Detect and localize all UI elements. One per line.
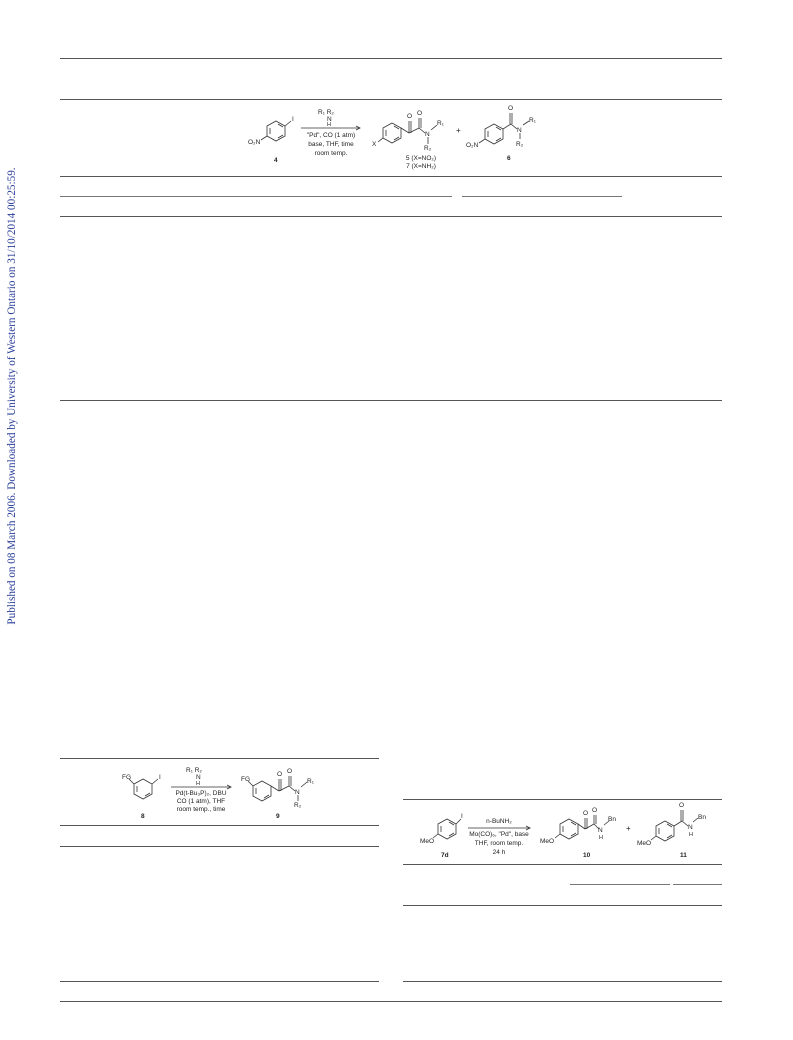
scheme3-product-Bn: Bn [608, 816, 616, 823]
scheme1-side-oxygen: O [508, 105, 514, 112]
scheme3-product-oxygen-2: O [592, 807, 598, 814]
scheme2-product-N: N [295, 789, 300, 796]
scheme3-product-N: N [598, 827, 603, 834]
scheme3-side-oxygen: O [679, 802, 685, 809]
scheme1-start-label: 4 [274, 157, 278, 164]
scheme3-substituent-I: I [461, 813, 463, 820]
scheme3-product-H: H [599, 835, 603, 841]
watermark-text: Published on 08 March 2006. Downloaded by University of Western Ontario on 31/10/2014 00:25:59. [6, 167, 18, 625]
scheme1-reagent-H: H [327, 122, 331, 128]
scheme1-substituent-O2N: O₂N [248, 139, 261, 146]
scheme3-condition-line-2: THF, room temp. [474, 840, 524, 847]
scheme2-start-label: 8 [141, 813, 145, 820]
scheme1-reagent-N: N [327, 116, 332, 123]
scheme2-reagent-N: N [196, 774, 201, 781]
scheme3-side-N: N [688, 824, 693, 831]
scheme3-side-label: 11 [680, 852, 687, 859]
scheme1-side-R1: R₁ [529, 117, 536, 124]
scheme3-condition-line-1: Mo(CO)₆, "Pd", base [469, 831, 529, 838]
scheme2-product-R2: R₂ [294, 802, 302, 809]
scheme1-product-X: X [372, 141, 377, 148]
scheme2-substituent-I: I [159, 774, 161, 781]
scheme3-plus: + [626, 824, 631, 833]
scheme1-reagent-amine: R₁ R₂ [318, 109, 334, 116]
scheme1-substituent-I: I [292, 116, 294, 123]
scheme1-product-oxygen-1: O [407, 113, 413, 120]
scheme3-side-MeO: MeO [637, 840, 652, 847]
scheme2-product-R1: R₁ [307, 778, 314, 785]
scheme3-side-H: H [689, 832, 693, 838]
scheme1-side-O2N: O₂N [466, 142, 479, 149]
scheme2-substituent-FG: FG [122, 774, 132, 781]
scheme3-product-MeO: MeO [540, 838, 555, 845]
scheme1-condition-line-3: room temp. [314, 150, 348, 157]
scheme2-product-FG: FG [241, 776, 251, 783]
scheme3-side-Bn: Bn [698, 814, 706, 821]
scheme3-product-label: 10 [583, 852, 591, 859]
scheme3-reagent: n-BuNH₂ [486, 818, 512, 825]
scheme1-side-R2: R₂ [516, 141, 524, 148]
scheme2-condition-line-3: room temp., time [176, 806, 226, 813]
scheme3-start-label: 7d [441, 852, 449, 859]
scheme1-product-R1: R₁ [437, 120, 444, 127]
scheme1-side-label: 6 [507, 155, 511, 162]
scheme1-product-oxygen-2: O [417, 110, 423, 117]
scheme2-reagent-H: H [196, 781, 200, 787]
scheme1-condition-line-1: "Pd", CO (1 atm) [306, 132, 356, 139]
scheme1-side-N: N [517, 127, 522, 134]
scheme2-condition-line-1: Pd(t-Bu₃P)₂, DBU [175, 790, 227, 797]
scheme2-product-label: 9 [276, 813, 280, 820]
scheme2-condition-line-2: CO (1 atm), THF [176, 798, 226, 805]
scheme1-plus: + [456, 126, 461, 135]
scheme2-product-oxygen-1: O [277, 771, 283, 778]
scheme1-product-label: 5 (X=NO₂) [405, 155, 437, 162]
scheme2-reagent-amine: R₁ R₂ [186, 767, 202, 774]
scheme1-product-N: N [425, 131, 430, 138]
scheme1-product-R2: R₂ [424, 145, 432, 152]
scheme1-product-label-2: 7 (X=NH₂) [406, 163, 436, 170]
scheme3-condition-line-3: 24 h [492, 849, 506, 856]
scheme3-substituent-MeO: MeO [420, 838, 435, 845]
scheme2-product-oxygen-2: O [287, 768, 293, 775]
scheme3-product-oxygen-1: O [583, 810, 589, 817]
scheme1-condition-line-2: base, THF, time [308, 141, 354, 148]
